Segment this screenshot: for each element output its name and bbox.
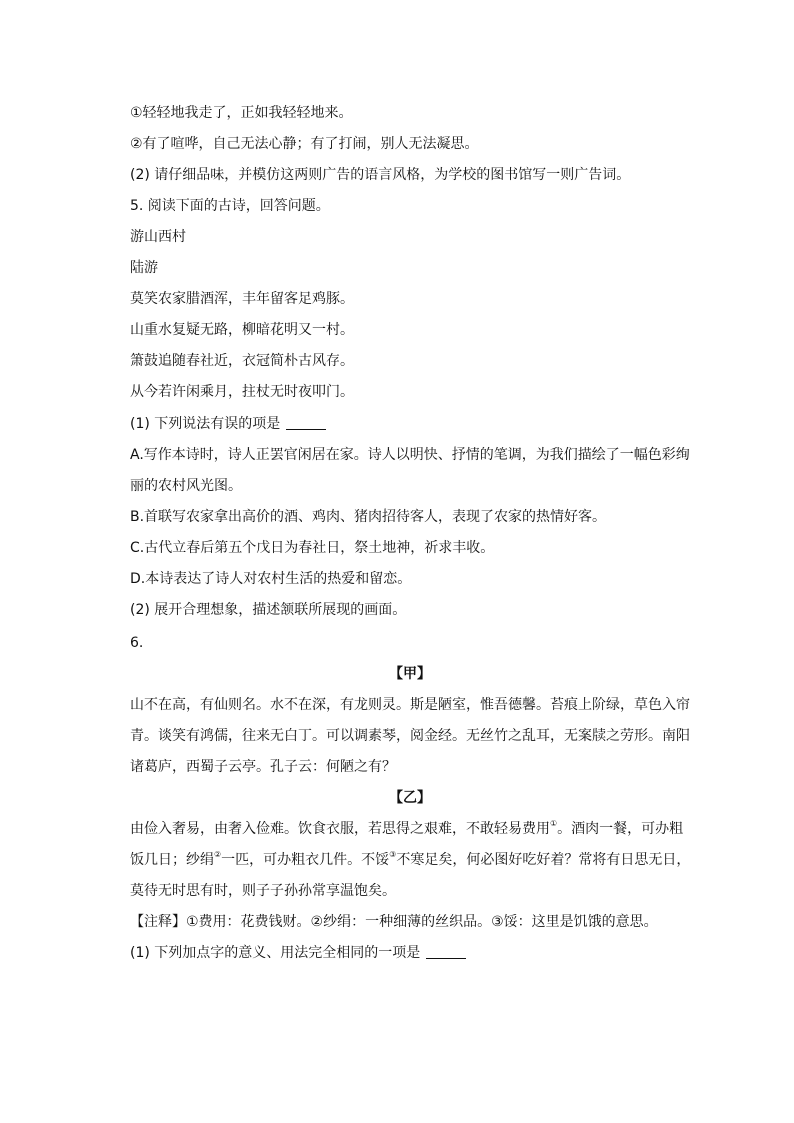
option-c: C.古代立春后第五个戊日为春社日，祭土地神，祈求丰收。 [130,540,495,556]
passage-jia-line-2: 青。谈笑有鸿儒，往来无白丁。可以调素琴，阅金经。无丝竹之乱耳，无案牍之劳形。南阳 [130,728,690,744]
answer-blank[interactable] [426,944,466,959]
footnote-marker: ① [550,819,558,828]
passage-yi-line-3: 莫待无时思有时，则子子孙孙常享温饱矣。 [130,883,396,899]
passage-yi-text: 由俭入奢易，由奢入俭难。饮食衣服，若思得之艰难，不敢轻易费用 [130,821,550,837]
option-a-line-2: 丽的农村风光图。 [130,478,242,494]
question-5-heading: 5. 阅读下面的古诗，回答问题。 [130,198,330,214]
passage-yi-text: 。酒肉一餐，可办粗 [557,821,684,837]
question-4-2: (2) 请仔细品味，并模仿这两则广告的语言风格，为学校的图书馆写一则广告词。 [130,167,631,183]
passage-yi-line-1 [130,819,690,839]
passage-yi-text: 一匹，可办粗衣几件。不馁 [221,852,390,868]
passage-yi-text: 饭几日；纱绢 [130,852,214,868]
passage-jia-line-1: 山不在高，有仙则名。水不在深，有龙则灵。斯是陋室，惟吾德馨。苔痕上阶绿，草色入帘 [130,697,690,713]
annotation-note: 【注释】①费用：花费钱财。②纱绢：一种细薄的丝织品。③馁：这里是饥饿的意思。 [130,914,658,930]
passage-yi-line-2 [130,850,690,870]
poem-line-3: 箫鼓追随春社近，衣冠简朴古风存。 [130,353,354,369]
poem-line-2: 山重水复疑无路，柳暗花明又一村。 [130,322,354,338]
passage-jia-line-3: 诸葛庐，西蜀子云亭。孔子云：何陋之有？ [130,759,396,775]
option-a-line-1: A.写作本诗时，诗人正罢官闲居在家。诗人以明快、抒情的笔调，为我们描绘了一幅色彩绚 [130,447,690,463]
passage-yi-heading: 【乙】 [389,790,431,806]
poem-line-4: 从今若许闲乘月，拄杖无时夜叩门。 [130,384,354,400]
ad-example-2: ②有了喧哗，自己无法心静；有了打闹，别人无法凝思。 [130,136,479,152]
option-b: B.首联写农家拿出高价的酒、鸡肉、猪肉招待客人，表现了农家的热情好客。 [130,509,607,525]
poem-line-1: 莫笑农家腊酒浑，丰年留客足鸡豚。 [130,291,354,307]
passage-yi-text: 不寒足矣，何必图好吃好着？常将有日思无日， [396,852,691,868]
footnote-marker: ③ [389,850,397,859]
option-d: D.本诗表达了诗人对农村生活的热爱和留恋。 [130,571,412,587]
question-6-1 [130,943,690,963]
question-6-1-text: (1) 下列加点字的意义、用法完全相同的一项是 [130,945,421,961]
poem-title: 游山西村 [130,229,186,245]
footnote-marker: ② [214,850,222,859]
question-5-1 [130,414,690,434]
ad-example-1: ①轻轻地我走了，正如我轻轻地来。 [130,105,353,121]
answer-blank[interactable] [286,415,326,430]
poem-author: 陆游 [130,260,158,276]
question-6-number: 6. [130,635,144,651]
passage-jia-heading: 【甲】 [389,666,431,682]
question-5-1-text: (1) 下列说法有误的项是 [130,416,281,432]
question-5-2: (2) 展开合理想象，描述颔联所展现的画面。 [130,602,407,618]
